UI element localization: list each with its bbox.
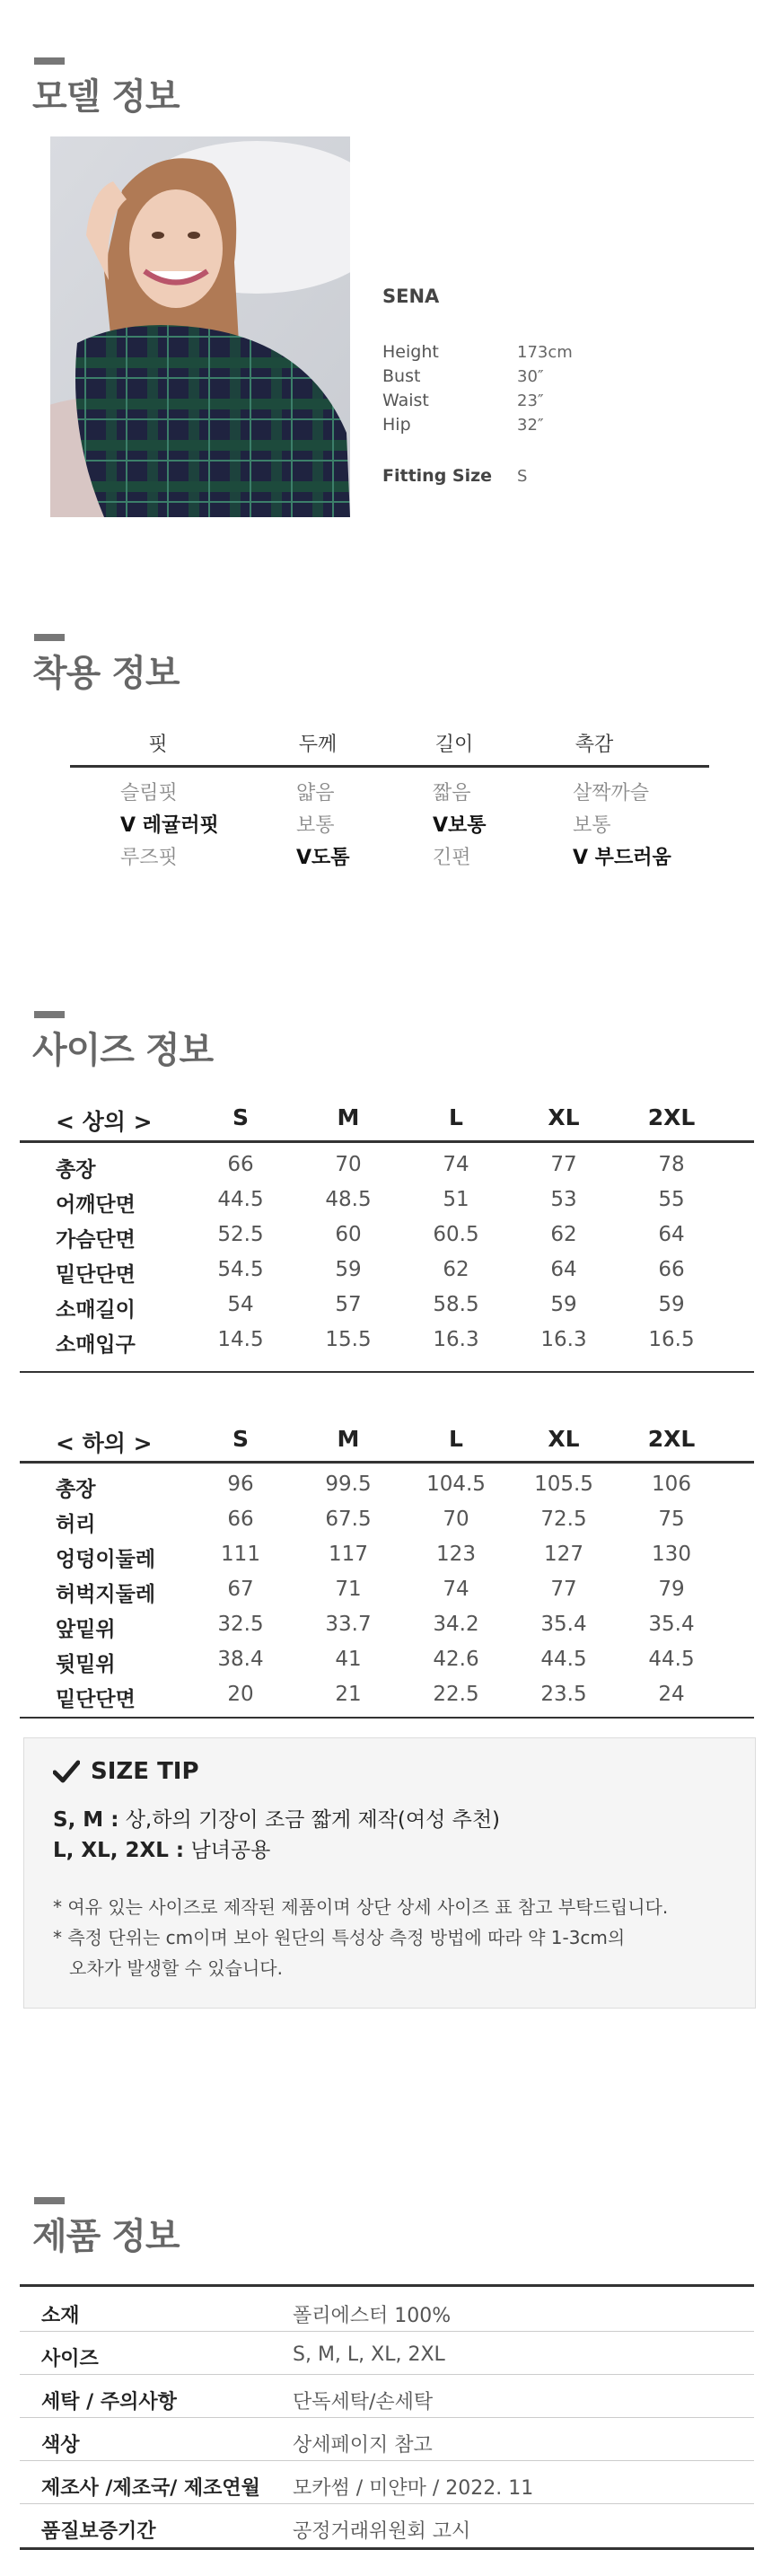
- table-row-label: 가슴단면: [56, 1228, 136, 1252]
- fit-header: 두께: [298, 734, 338, 756]
- product-row-value: 모카썸 / 미얀마 / 2022. 11: [293, 2477, 534, 2500]
- fit-option: 루즈핏: [120, 847, 178, 869]
- product-row-value: 단독세탁/손세탁: [293, 2391, 434, 2413]
- table-cell: 66: [227, 1508, 254, 1531]
- spec-value: 173cm: [517, 343, 573, 362]
- table-cell: 59: [550, 1293, 577, 1316]
- table-cell: 21: [335, 1683, 362, 1706]
- product-row-divider: [20, 2460, 754, 2461]
- size-header-m: M: [337, 1104, 360, 1130]
- product-row-value: 공정거래위원회 고시: [293, 2520, 471, 2543]
- bottom-table-bottomline: [20, 1717, 754, 1719]
- product-row-divider: [20, 2331, 754, 2332]
- size-tip-note: 오차가 발생할 수 있습니다.: [69, 1957, 283, 1979]
- check-icon: [53, 1760, 80, 1783]
- table-cell: 16.3: [433, 1328, 479, 1351]
- section-marker: [34, 2197, 65, 2204]
- table-cell: 79: [658, 1578, 685, 1601]
- product-row-value: 상세페이지 참고: [293, 2434, 433, 2457]
- size-tip-line-text: 상,하의 기장이 조금 짧게 제작(여성 추천): [118, 1808, 501, 1832]
- fit-option-selected: V 부드러움: [573, 847, 671, 869]
- table-cell: 55: [658, 1188, 685, 1211]
- table-cell: 99.5: [325, 1473, 372, 1496]
- table-cell: 74: [443, 1578, 469, 1601]
- table-cell: 77: [550, 1578, 577, 1601]
- table-row-label: 밑단단면: [56, 1263, 136, 1287]
- fit-option: 살짝까슬: [573, 782, 650, 804]
- table-row-label: 허리: [56, 1513, 96, 1536]
- spec-label: Bust: [382, 366, 421, 386]
- fit-option: 보통: [296, 814, 335, 837]
- product-row-divider: [20, 2503, 754, 2504]
- size-header-xl: XL: [548, 1104, 580, 1130]
- table-cell: 33.7: [325, 1613, 372, 1636]
- fit-option-selected: V보통: [433, 814, 487, 837]
- section-marker: [34, 634, 65, 641]
- product-row-label: 사이즈: [41, 2348, 99, 2370]
- spec-label: Waist: [382, 391, 429, 410]
- table-cell: 59: [335, 1258, 362, 1281]
- product-row-label: 색상: [41, 2434, 80, 2457]
- table-cell: 62: [550, 1223, 577, 1246]
- size-header-s: S: [232, 1426, 249, 1452]
- size-header-2xl: 2XL: [647, 1426, 696, 1452]
- size-tip-note: * 측정 단위는 cm이며 보아 원단의 특성상 측정 방법에 따라 약 1-3cm의: [53, 1927, 626, 1948]
- table-cell: 20: [227, 1683, 254, 1706]
- table-cell: 35.4: [648, 1613, 695, 1636]
- size-tip-line: [53, 1803, 500, 1833]
- table-cell: 35.4: [540, 1613, 587, 1636]
- table-cell: 70: [335, 1153, 362, 1176]
- table-cell: 54: [227, 1293, 254, 1316]
- table-cell: 67.5: [325, 1508, 372, 1531]
- product-row-divider: [20, 2374, 754, 2375]
- table-row-label: 소매길이: [56, 1298, 136, 1322]
- table-row-label: 소매입구: [56, 1333, 136, 1357]
- product-row-label: 품질보증기간: [41, 2520, 156, 2543]
- size-header-m: M: [337, 1426, 360, 1452]
- table-cell: 16.5: [648, 1328, 695, 1351]
- table-cell: 96: [227, 1473, 254, 1496]
- size-tip-line-bold: L, XL, 2XL :: [53, 1839, 185, 1862]
- table-row-label: 총장: [56, 1478, 96, 1501]
- table-cell: 57: [335, 1293, 362, 1316]
- table-cell: 59: [658, 1293, 685, 1316]
- fit-table-line: [70, 765, 709, 768]
- fit-option: 긴편: [433, 847, 471, 869]
- fit-header: 길이: [434, 734, 474, 756]
- table-cell: 72.5: [540, 1508, 587, 1531]
- product-row-value: 폴리에스터 100%: [293, 2305, 452, 2327]
- table-cell: 44.5: [540, 1648, 587, 1671]
- table-cell: 52.5: [217, 1223, 264, 1246]
- size-header-2xl: 2XL: [647, 1104, 696, 1130]
- table-row-label: 앞밑위: [56, 1618, 116, 1641]
- bottom-table-header: < 하의 >: [56, 1430, 153, 1456]
- spec-value: 30″: [517, 367, 544, 386]
- table-cell: 77: [550, 1153, 577, 1176]
- table-row-label: 엉덩이둘레: [56, 1548, 156, 1571]
- table-cell: 66: [227, 1153, 254, 1176]
- table-cell: 67: [227, 1578, 254, 1601]
- bottom-table-topline: [20, 1461, 754, 1464]
- fit-option-selected: V 레귤러핏: [120, 814, 219, 837]
- table-cell: 64: [550, 1258, 577, 1281]
- table-cell: 32.5: [217, 1613, 264, 1636]
- product-table-topline: [20, 2284, 754, 2287]
- fitting-size-value: S: [517, 467, 528, 486]
- size-tip-note: * 여유 있는 사이즈로 제작된 제품이며 상단 상세 사이즈 표 참고 부탁드립니다.: [53, 1896, 669, 1918]
- table-cell: 111: [221, 1543, 260, 1566]
- product-section-title: 제품 정보: [32, 2216, 180, 2257]
- table-cell: 117: [329, 1543, 368, 1566]
- table-cell: 58.5: [433, 1293, 479, 1316]
- table-cell: 48.5: [325, 1188, 372, 1211]
- table-cell: 60: [335, 1223, 362, 1246]
- table-cell: 62: [443, 1258, 469, 1281]
- model-photo: [50, 136, 350, 517]
- top-table-bottomline: [20, 1371, 754, 1373]
- table-cell: 42.6: [433, 1648, 479, 1671]
- table-cell: 104.5: [426, 1473, 486, 1496]
- table-cell: 41: [335, 1648, 362, 1671]
- table-cell: 54.5: [217, 1258, 264, 1281]
- size-header-l: L: [449, 1426, 463, 1452]
- size-tip-title-text: SIZE TIP: [91, 1758, 199, 1785]
- section-marker: [34, 57, 65, 65]
- table-cell: 70: [443, 1508, 469, 1531]
- table-cell: 38.4: [217, 1648, 264, 1671]
- table-row-label: 밑단단면: [56, 1688, 136, 1711]
- table-cell: 123: [436, 1543, 476, 1566]
- table-cell: 106: [652, 1473, 691, 1496]
- fit-option: 짧음: [433, 782, 471, 804]
- fit-option: 슬림핏: [120, 782, 178, 804]
- size-section-title: 사이즈 정보: [32, 1030, 214, 1071]
- table-cell: 23.5: [540, 1683, 587, 1706]
- table-cell: 105.5: [534, 1473, 593, 1496]
- fit-header: 촉감: [575, 734, 614, 756]
- size-tip-line-bold: S, M :: [53, 1808, 119, 1832]
- model-name: SENA: [382, 286, 440, 307]
- top-table-topline: [20, 1140, 754, 1143]
- size-tip-line-text: 남녀공용: [184, 1839, 271, 1862]
- table-cell: 75: [658, 1508, 685, 1531]
- fit-section-title: 착용 정보: [32, 653, 180, 694]
- spec-value: 32″: [517, 416, 544, 435]
- product-row-value: S, M, L, XL, 2XL: [293, 2343, 445, 2366]
- table-cell: 15.5: [325, 1328, 372, 1351]
- product-row-label: 제조사 /제조국/ 제조연월: [41, 2477, 260, 2500]
- fit-option-selected: V도톰: [296, 847, 350, 869]
- table-cell: 22.5: [433, 1683, 479, 1706]
- size-header-s: S: [232, 1104, 249, 1130]
- fit-header: 핏: [148, 734, 168, 756]
- size-tip-line: [53, 1833, 270, 1863]
- spec-label: Height: [382, 342, 439, 362]
- product-table-bottomline: [20, 2547, 754, 2550]
- table-row-label: 뒷밑위: [56, 1653, 116, 1676]
- table-cell: 44.5: [217, 1188, 264, 1211]
- table-cell: 74: [443, 1153, 469, 1176]
- table-cell: 66: [658, 1258, 685, 1281]
- table-cell: 127: [544, 1543, 583, 1566]
- table-cell: 16.3: [540, 1328, 587, 1351]
- table-row-label: 총장: [56, 1158, 96, 1182]
- table-cell: 44.5: [648, 1648, 695, 1671]
- model-section-title: 모델 정보: [32, 76, 180, 118]
- table-row-label: 허벅지둘레: [56, 1583, 156, 1606]
- table-row-label: 어깨단면: [56, 1193, 136, 1217]
- product-row-divider: [20, 2417, 754, 2418]
- size-header-xl: XL: [548, 1426, 580, 1452]
- fitting-size-label: Fitting Size: [382, 466, 493, 486]
- product-row-label: 소재: [41, 2305, 80, 2327]
- table-cell: 14.5: [217, 1328, 264, 1351]
- table-cell: 78: [658, 1153, 685, 1176]
- spec-value: 23″: [517, 391, 544, 410]
- table-cell: 51: [443, 1188, 469, 1211]
- spec-label: Hip: [382, 415, 411, 435]
- table-cell: 64: [658, 1223, 685, 1246]
- table-cell: 24: [658, 1683, 685, 1706]
- table-cell: 71: [335, 1578, 362, 1601]
- size-tip-box: [23, 1737, 756, 2009]
- top-table-header: < 상의 >: [56, 1109, 153, 1135]
- product-row-label: 세탁 / 주의사항: [41, 2391, 177, 2413]
- table-cell: 60.5: [433, 1223, 479, 1246]
- table-cell: 53: [550, 1188, 577, 1211]
- table-cell: 34.2: [433, 1613, 479, 1636]
- section-marker: [34, 1011, 65, 1018]
- table-cell: 130: [652, 1543, 691, 1566]
- fit-option: 얇음: [296, 782, 335, 804]
- fit-option: 보통: [573, 814, 611, 837]
- size-header-l: L: [449, 1104, 463, 1130]
